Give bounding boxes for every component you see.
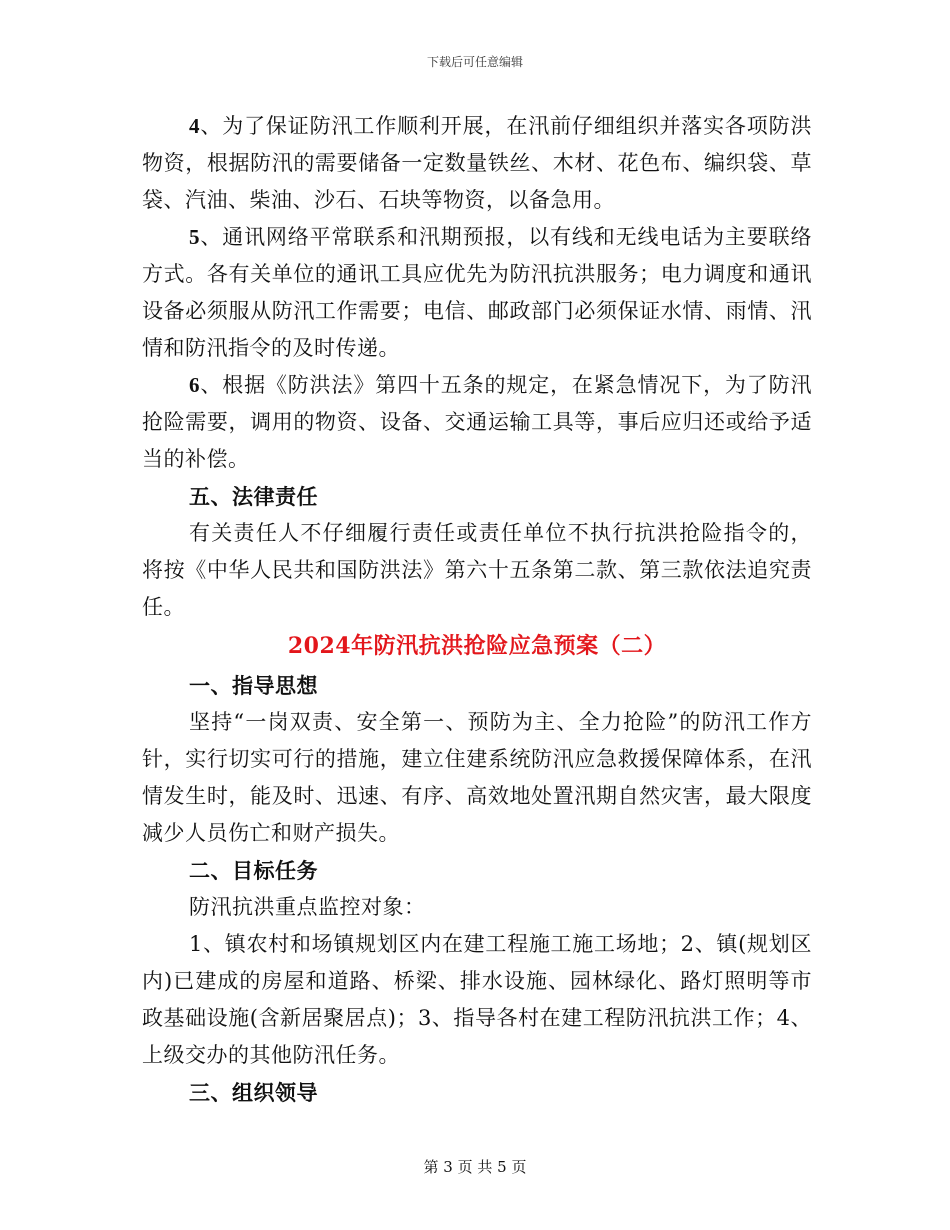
section-heading-legal: 五、法律责任 — [189, 484, 318, 509]
section-heading-organization: 三、组织领导 — [189, 1080, 318, 1105]
paragraph-monitor-items: 1、镇农村和场镇规划区内在建工程施工施工场地；2、镇(规划区内)已建成的房屋和道路、桥梁、排水设施、园林绿化、路灯照明等市政基础设施(含新居聚居点)；3、指导各村在建工程防汛抗洪工作；4、上级交办的其他防汛任务。 — [142, 932, 812, 1067]
page-number: 第 3 页 共 5 页 — [423, 1158, 527, 1176]
paragraph-monitor-intro: 防汛抗洪重点监控对象： — [189, 895, 426, 919]
paragraph-text: 、通讯网络平常联系和汛期预报，以有线和无线电话为主要联络方式。各有关单位的通讯工具应优先为防汛抗洪服务；电力调度和通讯设备必须服从防汛工作需要；电信、邮政部门必须保证水情、雨情、汛情和防汛指令的及时传递。 — [142, 225, 812, 360]
paragraph-item-6 — [142, 367, 812, 478]
paragraph-legal: 有关责任人不仔细履行责任或责任单位不执行抗洪抢险指令的，将按《中华人民共和国防洪法》第六十五条第二款、第三款依法追究责任。 — [142, 521, 812, 619]
item-number: 5 — [189, 225, 200, 249]
document-title: 2024年防汛抗洪抢险应急预案（二） — [287, 633, 667, 659]
document-body — [142, 108, 812, 1111]
item-number: 6 — [189, 373, 200, 397]
paragraph-item-5 — [142, 219, 812, 367]
paragraph-text: 、为了保证防汛工作顺利开展，在汛前仔细组织并落实各项防洪物资，根据防汛的需要储备一定数量铁丝、木材、花色布、编织袋、草袋、汽油、柴油、沙石、石块等物资，以备急用。 — [142, 114, 812, 212]
item-number: 4 — [189, 114, 200, 138]
section-heading-targets: 二、目标任务 — [189, 858, 318, 883]
paragraph-item-4 — [142, 108, 812, 219]
paragraph-guiding: 坚持“一岗双责、安全第一、预防为主、全力抢险”的防汛工作方针，实行切实可行的措施，建立住建系统防汛应急救援保障体系，在汛情发生时，能及时、迅速、有序、高效地处置汛期自然灾害，最大限度减少人员伤亡和财产损失。 — [142, 710, 812, 845]
header-note: 下载后可任意编辑 — [426, 55, 523, 69]
section-heading-guiding: 一、指导思想 — [189, 673, 318, 698]
paragraph-text: 、根据《防洪法》第四十五条的规定，在紧急情况下，为了防汛抢险需要，调用的物资、设备、交通运输工具等，事后应归还或给予适当的补偿。 — [142, 373, 812, 471]
